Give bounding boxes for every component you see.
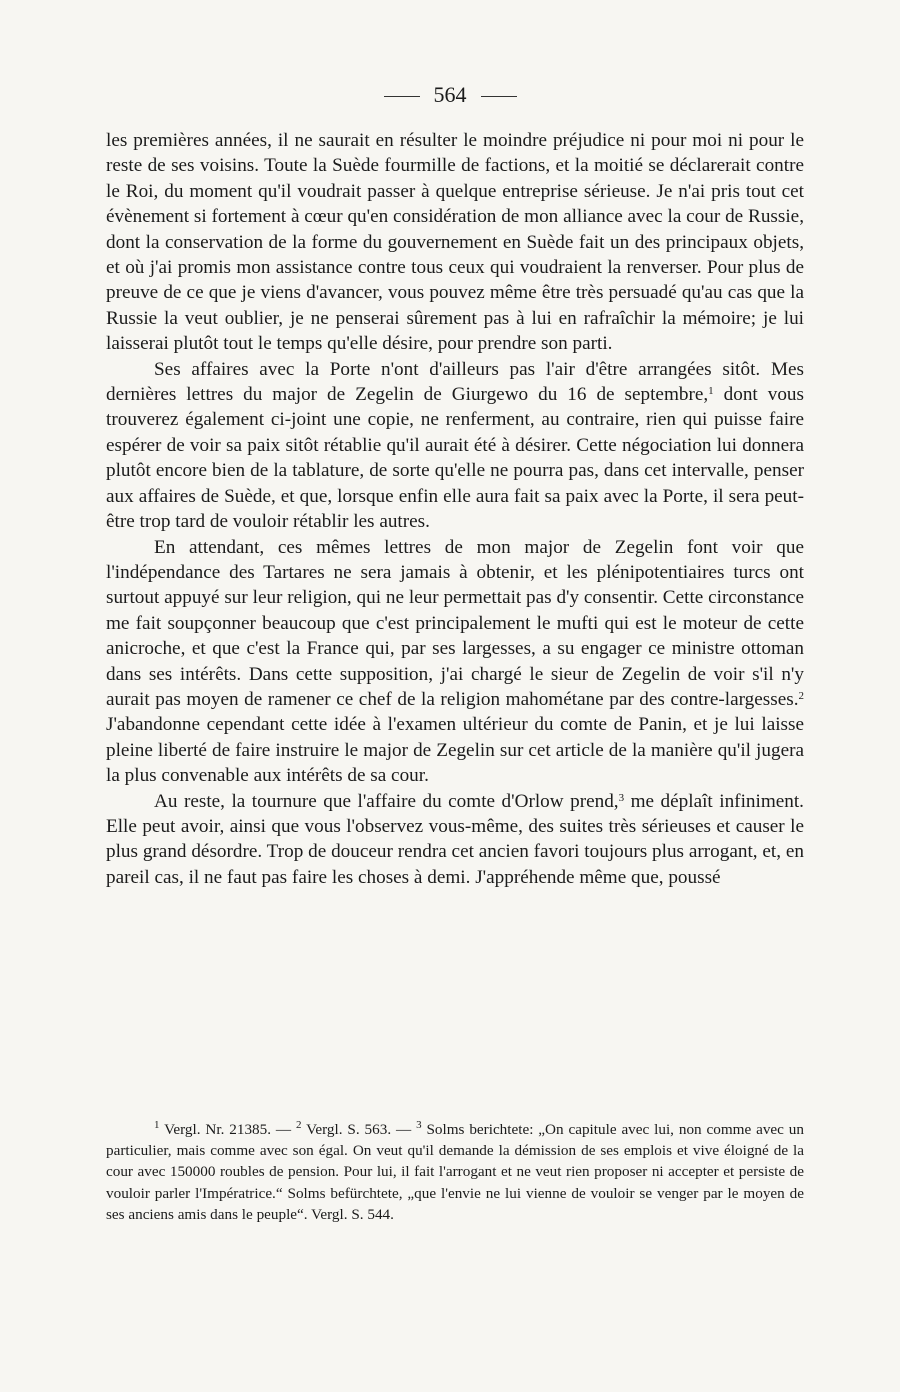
page-header <box>0 82 900 108</box>
paragraph-tartares: En attendant, ces mêmes lettres de mon major de Zegelin font voir que l'indépendance des Tartares ne sera jamais à obtenir, et les plénipotentiaires turcs ont surtout appuyé sur leur religion, qui ne leur permettait pas d'y consentir. Cette circonstance me fait soupçonner beaucoup que c'est principalement le mufti qui est le moteur de cette anicroche, et que c'est la France qui, par ses largesses, a su engager ce ministre ottoman dans ses intérêts. Dans cette supposition, j'ai chargé le sieur de Zegelin de voir s'il n'y aurait pas moyen de ramener ce chef de la religion mahométane par des contre-largesses.$^2$ J'abandonne cependant cette idée à l'examen ultérieur du comte de Panin, et je lui laisse pleine liberté de faire instruire le major de Zegelin sur cet article de la manière qu'il jugera la plus convenable aux intérêts de sa cour. <box>106 536 804 787</box>
main-text <box>106 128 804 890</box>
footnote-ref-3: 3 <box>618 791 625 804</box>
paragraph-orlow: Au reste, la tournure que l'affaire du comte d'Orlow prend,$^3$ me déplaît infiniment. Elle peut avoir, ainsi que vous l'observez vous-même, des suites très sérieuses et causer le plus grand désordre. Trop de douceur rendra cet ancien favori toujours plus arrogant, et, en pareil cas, il ne faut pas faire les choses à demi. J'appréhende même que, poussé <box>106 790 804 888</box>
footnote-marker-2: 2 <box>296 1119 302 1131</box>
paragraph-continued: les premières années, il ne saurait en résulter le moindre préjudice ni pour moi ni pour le reste de ses voisins. Toute la Suède fourmille de factions, et la moitié se déclarerait contre le Roi, du moment qu'il voudrait passer à quelque entreprise sérieuse. Je n'ai pris tout cet évènement si fortement à cœur qu'en considération de mon alliance avec la cour de Russie, dont la conservation de la forme du gouvernement en Suède fait un des principaux objets, et où j'ai promis mon assistance contre tous ceux qui voudraient la renverser. Pour plus de preuve de ce que je viens d'avancer, vous pouvez même être très persuadé qu'au cas que la Russie la veut oublier, je ne penserai sûrement pas à lui en rafraîchir la mémoire; je lui laisserai plutôt tout le temps qu'elle désire, pour prendre son parti. <box>106 130 804 355</box>
page-number: 564 <box>433 82 467 107</box>
footnote-marker-3: 3 <box>416 1119 422 1131</box>
paragraph-porte: Ses affaires avec la Porte n'ont d'ailleurs pas l'air d'être arrangées sitôt. Mes dernières lettres du major de Zegelin de Giurgewo du 16 de septembre,$^1$ dont vous trouverez également ci-joint une copie, ne renferment, au contraire, rien qui puisse faire espérer de voir sa paix sitôt rétablie qu'il aurait été à désirer. Cette négociation lui donnera plutôt encore bien de la tablature, de sorte qu'elle ne pourra pas, dans cet intervalle, penser aux affaires de Suède, et que, lorsque enfin elle aura fait sa paix avec la Porte, il sera peut-être trop tard de vouloir rétablir les autres. <box>106 358 804 533</box>
footnote-ref-2: 2 <box>798 689 804 702</box>
header-rule-left <box>384 96 420 97</box>
footnotes <box>106 1119 804 1225</box>
footnote-block: $^1$ Vergl. Nr. 21385. — $^2$ Vergl. S. 563. — $^3$ Solms berichtete: „On capitule avec lui, non comme avec un particulier, mais comme avec son égal. On veut qu'il demande la démission de ses emplois et vive éloigné de la cour avec 150000 roubles de pension. Pour lui, il fait l'arrogant et ne veut rien proposer ni accepter et persiste de vouloir parler l'Impératrice.“ Solms befürchtete, „que l'envie ne lui vienne de vouloir se venger par le moyen de ses anciens amis dans le peuple“. Vergl. S. 544. <box>106 1119 804 1223</box>
footnote-marker-1: 1 <box>154 1119 160 1131</box>
footnote-ref-1: 1 <box>708 385 714 398</box>
header-rule-right <box>481 96 517 97</box>
